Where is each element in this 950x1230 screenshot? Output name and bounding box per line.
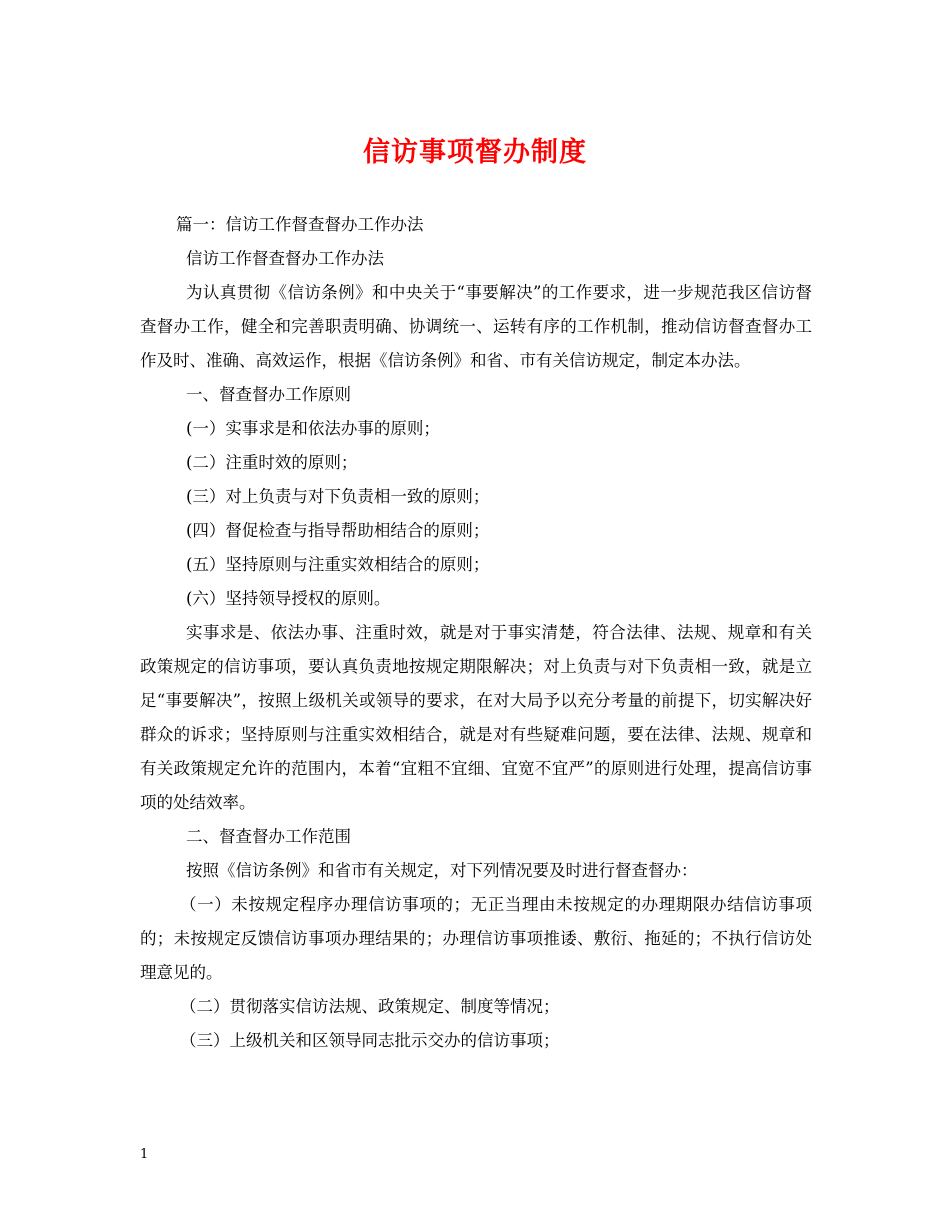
document-body [140,208,812,1058]
section-heading: 一、督查督办工作原则 [186,385,351,404]
page-number: 1 [140,1147,149,1162]
list-item: （三）上级机关和区领导同志批示交办的信访事项； [180,1031,560,1050]
subtitle: 信访工作督查督办工作办法 [186,249,384,268]
list-item: (四）督促检查与指导帮助相结合的原则； [186,521,490,540]
list-item: (一）实事求是和依法办事的原则； [186,419,440,438]
list-item: （一）未按规定程序办理信访事项的；无正当理由未按规定的办理期限办结信访事项的；未按规定反馈信访事项办理结果的；办理信访事项推诿、敷衍、拖延的；不执行信访处理意见的。 [140,895,812,982]
list-item: (六）坚持领导授权的原则。 [186,589,391,608]
list-item: （二）贯彻落实信访法规、政策规定、制度等情况； [180,997,560,1016]
list-item: (五）坚持原则与注重实效相结合的原则； [186,555,490,574]
section-heading: 二、督查督办工作范围 [186,827,351,846]
paragraph: 实事求是、依法办事、注重时效，就是对于事实清楚，符合法律、法规、规章和有关政策规定的信访事项，要认真负责地按规定期限解决；对上负责与对下负责相一致，就是立足“事要解决”，按照上级机关或领导的要求，在对大局予以充分考量的前提下，切实解决好群众的诉求；坚持原则与注重实效相结合，就是对有些疑难问题，要在法律、法规、规章和有关政策规定允许的范围内，本着“宜粗不宜细、宜宽不宜严”的原则进行处理，提高信访事项的处结效率。 [140,623,812,812]
paragraph: 为认真贯彻《信访条例》和中央关于“事要解决”的工作要求，进一步规范我区信访督查督办工作，健全和完善职责明确、协调统一、运转有序的工作机制，推动信访督查督办工作及时、准确、高效运作，根据《信访条例》和省、市有关信访规定，制定本办法。 [140,283,812,370]
list-item: (二）注重时效的原则； [186,453,358,472]
document-title: 信访事项督办制度 [363,137,587,168]
paragraph: 按照《信访条例》和省市有关规定，对下列情况要及时进行督查督办： [186,861,698,880]
section-heading: 篇一：信访工作督查督办工作办法 [176,215,424,234]
list-item: (三）对上负责与对下负责相一致的原则； [186,487,490,506]
